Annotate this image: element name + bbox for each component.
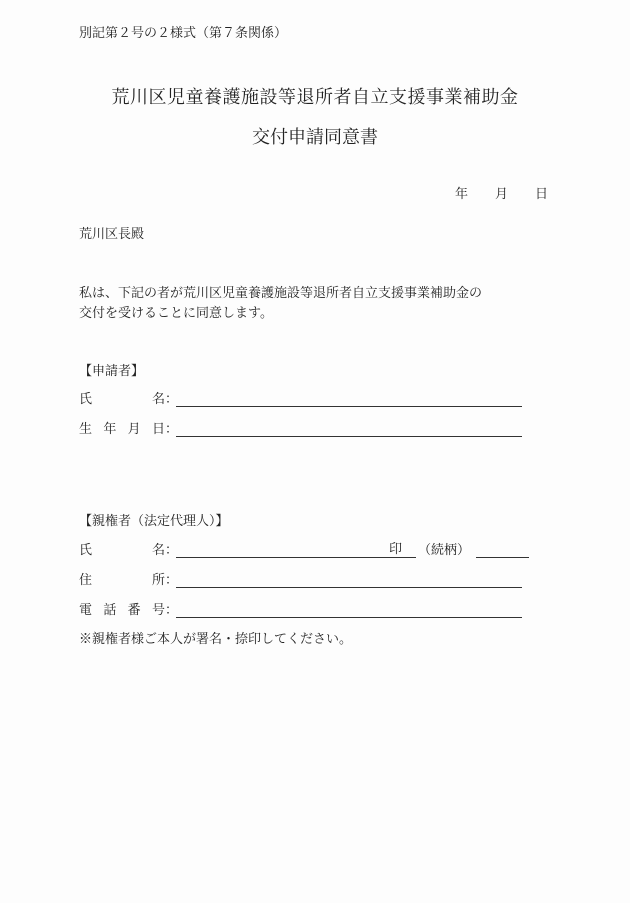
- guardian-address-row: 住 所 ：: [79, 569, 522, 588]
- guardian-address-field[interactable]: [176, 572, 522, 588]
- guardian-phone-row: 電 話 番 号 ：: [79, 599, 522, 618]
- consent-line-1: 私は、下記の者が荒川区児童養護施設等退所者自立支援事業補助金の: [79, 286, 483, 301]
- relationship-field[interactable]: [476, 542, 529, 558]
- guardian-phone-field[interactable]: [176, 602, 522, 618]
- applicant-heading: 【申請者】: [79, 364, 145, 379]
- guardian-phone-label: 電 話 番 号: [79, 603, 165, 618]
- applicant-birthdate-label: 生 年 月 日: [79, 422, 165, 437]
- applicant-name-field[interactable]: [176, 391, 522, 407]
- seal-mark: 印: [388, 542, 402, 557]
- guardian-name-field[interactable]: [176, 542, 416, 558]
- applicant-name-label: 氏 名: [79, 392, 165, 407]
- document-title: 荒川区児童養護施設等退所者自立支援事業補助金: [111, 87, 519, 108]
- consent-line-2: 交付を受けることに同意します。: [79, 306, 273, 321]
- form-number: 別記第２号の２様式（第７条関係）: [79, 26, 288, 41]
- consent-statement: [79, 284, 482, 324]
- applicant-birthdate-row: 生 年 月 日 ：: [79, 418, 522, 437]
- date-line: [455, 183, 548, 202]
- signature-note: ※親権者様ご本人が署名・捺印してください。: [79, 632, 353, 647]
- applicant-name-row: 氏 名 ：: [79, 388, 522, 407]
- document-subtitle: 交付申請同意書: [252, 127, 378, 148]
- guardian-name-row: 氏 名 ： 印 （続柄）: [79, 539, 529, 558]
- date-day: 日: [535, 187, 549, 202]
- guardian-heading: 【親権者（法定代理人）】: [79, 514, 229, 529]
- date-year: 年: [455, 187, 469, 202]
- applicant-birthdate-field[interactable]: [176, 421, 522, 437]
- addressee: 荒川区長殿: [79, 227, 145, 242]
- guardian-address-label: 住 所: [79, 573, 165, 588]
- date-month: 月: [495, 187, 509, 202]
- guardian-name-label: 氏 名: [79, 543, 165, 558]
- relationship-label: （続柄）: [418, 543, 471, 558]
